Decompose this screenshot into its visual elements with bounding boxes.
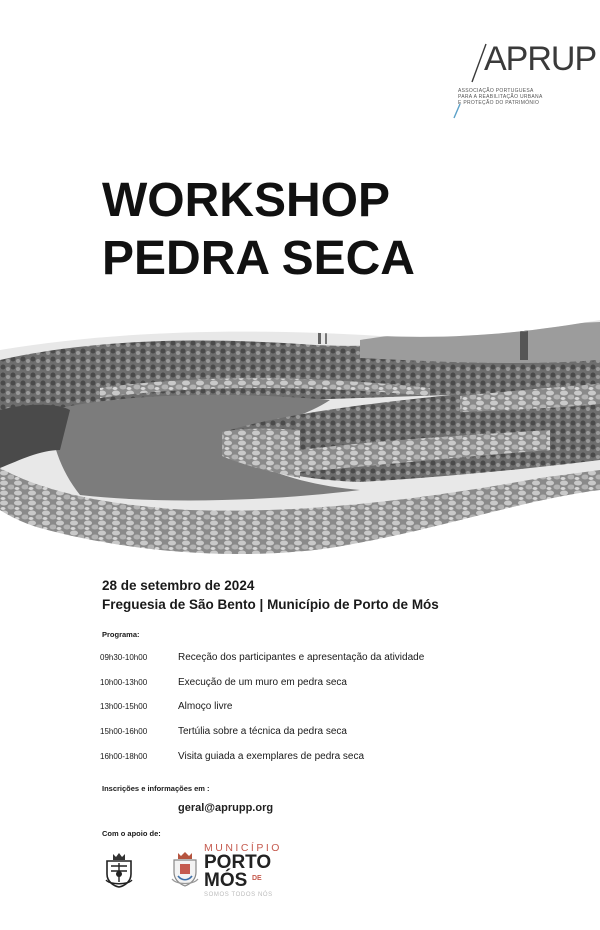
program-desc: Visita guiada a exemplares de pedra seca — [178, 751, 365, 762]
support-label: Com o apoio de: — [102, 829, 161, 838]
program-time: 13h00-15h00 — [100, 702, 148, 711]
title-line-1: WORKSHOP — [102, 174, 390, 227]
event-date: 28 de setembro de 2024 — [102, 578, 255, 593]
dry-stone-walls-landscape-photo — [0, 300, 600, 560]
registration-email-link[interactable]: geral@aprupp.org — [178, 802, 274, 814]
program-desc: Tertúlia sobre a técnica da pedra seca — [178, 726, 347, 737]
title-line-2: PEDRA SECA — [102, 232, 415, 285]
municipality-name-porto: PORTO — [204, 852, 272, 873]
program-time: 10h00-13h00 — [100, 678, 148, 687]
logo-subtitle-line: ASSOCIAÇÃO PORTUGUESA — [458, 88, 534, 94]
parish-crest-icon — [104, 852, 134, 888]
program-time: 16h00-18h00 — [100, 752, 148, 761]
municipality-name-de: DE — [252, 875, 262, 882]
program-label: Programa: — [102, 630, 140, 639]
logo-subtitle-line: E PROTEÇÃO DO PATRIMÓNIO — [458, 100, 540, 106]
municipality-label: MUNICÍPIO — [204, 842, 282, 854]
page-title — [102, 172, 415, 288]
municipality-crest-icon — [170, 852, 200, 888]
logo-name: APRUP — [484, 40, 597, 78]
logo-subtitle-line: PARA A REABILITAÇÃO URBANA — [458, 94, 543, 100]
municipality-porto-de-mos-logo — [204, 842, 304, 904]
logo-subtitle — [458, 88, 568, 106]
program-time: 09h30-10h00 — [100, 653, 148, 662]
municipality-name-mos: MÓS — [204, 870, 248, 891]
program-desc: Receção dos participantes e apresentação da atividade — [178, 652, 425, 663]
program-desc: Almoço livre — [178, 701, 233, 712]
registration-label: Inscrições e informações em : — [102, 784, 210, 793]
program-time: 15h00-16h00 — [100, 727, 148, 736]
event-place: Freguesia de São Bento | Município de Porto de Mós — [102, 597, 439, 612]
municipality-tagline: SOMOS TODOS NÓS — [204, 892, 273, 898]
landscape-photo — [0, 300, 600, 560]
aprup-logo — [452, 40, 597, 120]
program-desc: Execução de um muro em pedra seca — [178, 677, 347, 688]
